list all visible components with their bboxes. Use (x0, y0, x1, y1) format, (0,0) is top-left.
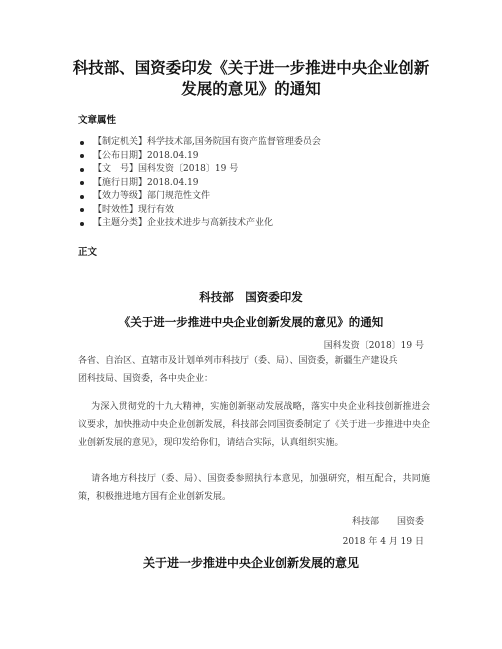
addressee (78, 352, 430, 388)
bullet-icon (80, 168, 84, 172)
attribute-item: 【文 号】国科发资〔2018〕19 号 (78, 163, 321, 177)
attribute-item: 【时效性】现行有效 (78, 204, 321, 218)
document-number: 国科发资〔2018〕19 号 (323, 341, 424, 351)
attribute-item: 【效力等级】部门规范性文件 (78, 190, 321, 204)
attribute-item: 【公布日期】2018.04.19 (78, 150, 321, 164)
bullet-icon (80, 141, 84, 145)
notice-title: 《关于进一步推进中央企业创新发展的意见》的通知 (118, 315, 384, 329)
attribute-item: 【主题分类】企业技术进步与高新技术产业化 (78, 217, 321, 231)
addressee-line-2: 团科技局、国资委，各中央企业： (78, 374, 214, 384)
bullet-icon (80, 181, 84, 185)
paragraph-2: 请各地方科技厅（委、局）、国资委参照执行本意见，加强研究，相互配合，共同施策，积极推进地方国有企业创新发展。 (78, 474, 430, 502)
paragraph-1: 为深入贯彻党的十九大精神，实施创新驱动发展战略，落实中央企业科技创新推进会议要求，加快推动中央企业创新发展，科技部会同国资委制定了《关于进一步推进中央企业创新发展的意见》，现印发给你们，请结合实际，认真组织实施。 (78, 402, 430, 448)
document-title (60, 58, 442, 100)
date: 2018 年 4 月 19 日 (342, 537, 424, 547)
title-line-1: 科技部、国资委印发《关于进一步推进中央企业创新 (72, 59, 430, 77)
bullet-icon (80, 154, 84, 158)
body-heading: 正文 (78, 247, 98, 258)
attributes-heading: 文章属性 (78, 115, 117, 126)
title-line-2: 发展的意见》的通知 (181, 80, 321, 98)
opinion-title: 关于进一步推进中央企业创新发展的意见 (142, 556, 359, 570)
bullet-icon (80, 195, 84, 199)
signature: 科技部 国资委 (351, 517, 424, 527)
attribute-item: 【制定机关】科学技术部,国务院国有资产监督管理委员会 (78, 136, 321, 150)
bullet-icon (80, 208, 84, 212)
issuers-line: 科技部 国资委印发 (199, 290, 303, 304)
bullet-icon (80, 222, 84, 226)
addressee-line-1: 各省、自治区、直辖市及计划单列市科技厅（委、局）、国资委，新疆生产建设兵 (78, 356, 398, 366)
attribute-item: 【施行日期】2018.04.19 (78, 177, 321, 191)
attributes-list (78, 136, 321, 231)
